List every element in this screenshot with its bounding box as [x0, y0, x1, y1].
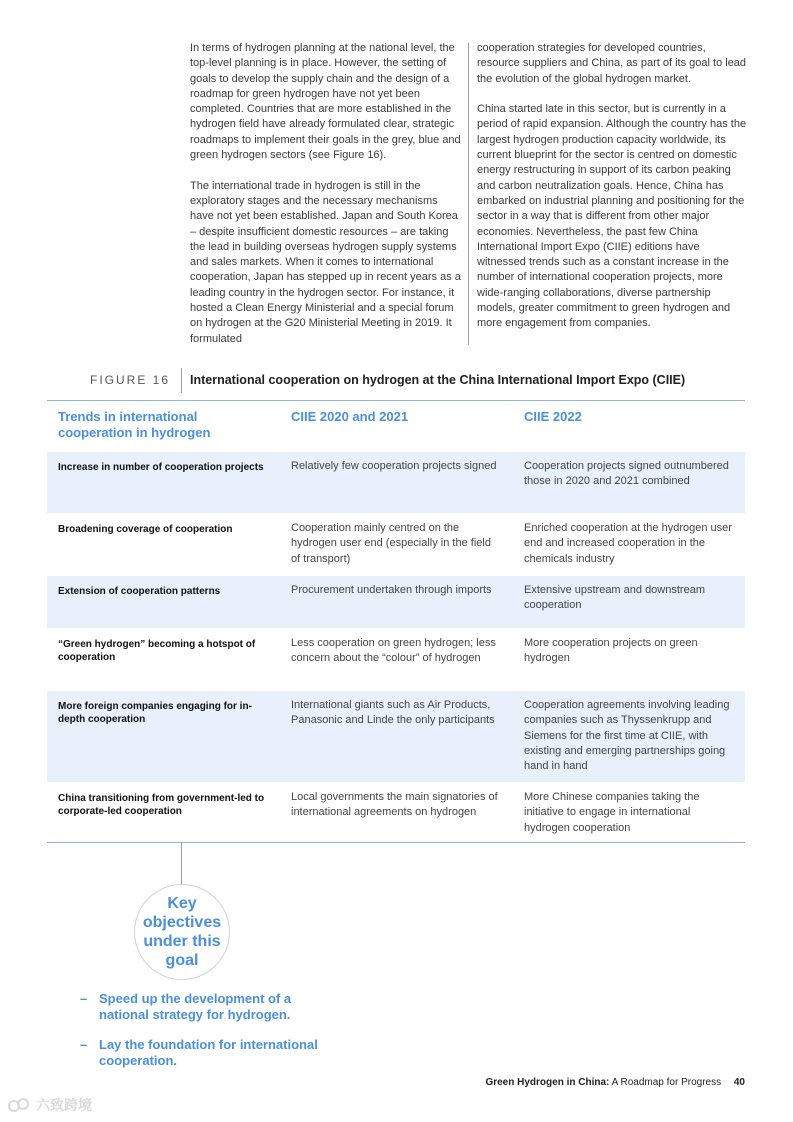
- key-objectives-badge: [134, 884, 230, 980]
- row-label: China transitioning from government-led to corporate-led cooperation: [47, 783, 280, 843]
- watermark-logo-icon: [8, 1097, 30, 1113]
- figure-divider: [181, 368, 182, 393]
- table-header-row: [47, 401, 745, 452]
- paragraph: In terms of hydrogen planning at the national level, the top-level planning is in place. However, the setting of goals to develop the supply chain and the design of a roadmap for green hydrogen have not yet been completed. Countries that are more established in the hydrogen field have already formulated clear, strategic roadmaps to implement their goals in the grey, blue and green hydrogen sectors (see Figure 16).: [190, 42, 461, 162]
- row-label: Increase in number of cooperation projects: [47, 452, 280, 514]
- table-cell: Enriched cooperation at the hydrogen user end and increased cooperation in the chemicals industry: [513, 514, 745, 576]
- table-row: [47, 691, 745, 783]
- paragraph: cooperation strategies for developed countries, resource suppliers and China, as part of its goal to lead the evolution of the global hydrogen market.: [477, 42, 747, 85]
- page-number: 40: [733, 1077, 745, 1088]
- table-cell: Local governments the main signatories of international agreements on hydrogen: [280, 783, 513, 843]
- table-bottom-rule: [47, 842, 745, 843]
- row-label: “Green hydrogen” becoming a hotspot of cooperation: [47, 629, 280, 691]
- dash-bullet: –: [80, 1037, 88, 1052]
- report-title: Green Hydrogen in China:: [485, 1077, 610, 1088]
- table-row: [47, 452, 745, 514]
- column-header-ciie-2022: CIIE 2022: [524, 409, 582, 424]
- paragraph: China started late in this sector, but is currently in a period of rapid expansion. Although the country has the largest hydrogen production capacity worldwide, its current blueprint for the sector is centred on domestic energy restructuring in support of its carbon peaking and carbon neutralization goals. Hence, China has embarked on industrial planning and positioning for the sector in a way that is different from other major economies. Nevertheless, the past few China International Import Expo (CIIE) editions have witnessed trends such as a constant increase in the number of international cooperation projects, more wide-ranging collaborations, diverse partnership models, greater commitment to green hydrogen and more engagement from companies.: [477, 103, 747, 330]
- table-cell: Cooperation mainly centred on the hydrogen user end (especially in the field of transport): [280, 514, 513, 576]
- dash-bullet: –: [80, 991, 88, 1006]
- column-header-trends: Trends in international cooperation in hydrogen: [58, 409, 211, 440]
- connector-line: [181, 843, 182, 885]
- watermark-text: 六致跨境: [36, 1097, 92, 1113]
- table-row: [47, 783, 745, 843]
- row-label: More foreign companies engaging for in-depth cooperation: [47, 691, 280, 783]
- paragraph: The international trade in hydrogen is still in the exploratory stages and the necessary mechanisms have not yet been established. Japan and South Korea – despite insufficient domestic resources – are taking the lead in building overseas hydrogen supply systems and sales markets. When it comes to international cooperation, Japan has stepped up in recent years as a leading country in the hydrogen sector. For instance, it hosted a Clean Energy Ministerial and a special forum on hydrogen at the G20 Ministerial Meeting in 2019. It formulated: [190, 179, 461, 345]
- objective-text: Lay the foundation for international cooperation.: [99, 1037, 318, 1068]
- row-label: Extension of cooperation patterns: [47, 576, 280, 629]
- report-subtitle: A Roadmap for Progress: [611, 1077, 722, 1088]
- column-divider: [468, 43, 469, 345]
- page-footer: [485, 1077, 745, 1088]
- table-cell: Relatively few cooperation projects signed: [280, 452, 513, 514]
- table-cell: Cooperation agreements involving leading companies such as Thyssenkrupp and Siemens for the first time at CIIE, with existing and emerging partnerships going hand in hand: [513, 691, 745, 783]
- body-column-right: [477, 41, 749, 347]
- table-cell: Less cooperation on green hydrogen; less concern about the “colour” of hydrogen: [280, 629, 513, 691]
- objective-text: Speed up the development of a national strategy for hydrogen.: [99, 991, 292, 1022]
- row-label: Broadening coverage of cooperation: [47, 514, 280, 576]
- body-column-left: [190, 41, 462, 362]
- table-cell: More Chinese companies taking the initiative to engage in international hydrogen cooperation: [513, 783, 745, 843]
- table-cell: Extensive upstream and downstream cooperation: [513, 576, 745, 629]
- objective-item: [80, 991, 340, 1022]
- table-cell: Procurement undertaken through imports: [280, 576, 513, 629]
- cooperation-table: [47, 401, 745, 843]
- table-cell: International giants such as Air Products, Panasonic and Linde the only participants: [280, 691, 513, 783]
- key-objectives-title: Key objectives under this goal: [142, 895, 222, 969]
- table-cell: More cooperation projects on green hydrogen: [513, 629, 745, 691]
- table-row: [47, 576, 745, 629]
- figure-title: International cooperation on hydrogen at the China International Import Expo (CIIE): [190, 373, 686, 387]
- table-row: [47, 514, 745, 576]
- figure-label: FIGURE 16: [90, 373, 171, 387]
- table-cell: Cooperation projects signed outnumbered those in 2020 and 2021 combined: [513, 452, 745, 514]
- table-row: [47, 629, 745, 691]
- objective-item: [80, 1037, 340, 1068]
- column-header-ciie-2020-2021: CIIE 2020 and 2021: [291, 409, 409, 424]
- watermark: [8, 1095, 92, 1115]
